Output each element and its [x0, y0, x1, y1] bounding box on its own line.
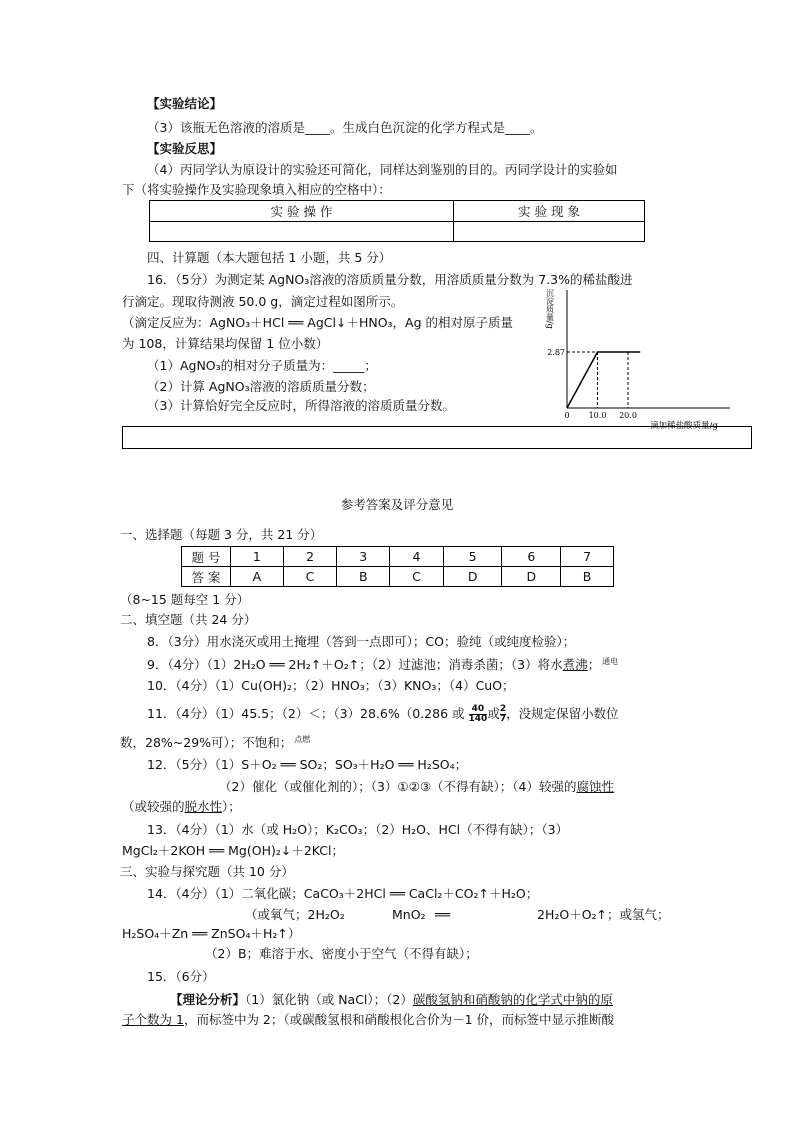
y-axis-label: 沉淀质量/g: [545, 289, 555, 329]
header-operation: 实 验 操 作: [150, 201, 454, 222]
underlined: 碳酸氢钠和硝酸钠的化学式中钠的原: [412, 992, 613, 1007]
answer-table: [181, 546, 614, 587]
cell-answer: D: [502, 567, 561, 587]
underlined: 子个数为 1: [122, 1012, 184, 1027]
answer-box[interactable]: [122, 426, 752, 449]
cell-answer: B: [337, 567, 390, 587]
cell-number: 1: [231, 547, 284, 567]
underlined: 脱水性: [184, 799, 223, 814]
answer-12-text: （2）催化（或催化剂的）；（3）①②③（不得有缺）；（4）较强的: [219, 779, 577, 794]
condition-catalyst: MnO₂: [392, 907, 426, 922]
question-16-line4: 为 108，计算结果均保留 1 位小数）: [122, 336, 329, 351]
answer-9-end: ；: [587, 657, 601, 672]
section-3-heading: 三、实验与探究题（共 10 分）: [120, 864, 294, 879]
section-2-heading: 二、填空题（共 24 分）: [120, 612, 257, 627]
row-label-answer: 答 案: [182, 567, 231, 587]
answer-11-cont: [120, 735, 310, 751]
answer-15: 15．（6分）: [147, 969, 215, 984]
answer-12-underlined: 腐蚀性: [576, 779, 614, 794]
cell-answer: A: [231, 567, 284, 587]
answer-15-analysis: [170, 992, 613, 1008]
experiment-table: [149, 200, 645, 242]
x-axis-label: 滴加稀盐酸质量/g: [650, 421, 718, 430]
answer-9: [147, 657, 618, 673]
row-label-number: 题 号: [182, 547, 231, 567]
answer-title: 参考答案及评分意见: [340, 497, 454, 512]
question-16-line1: 16．（5分）为测定某 AgNO₃溶液的溶质质量分数，用溶质质量分数为 7.3%的稀盐酸进: [147, 272, 633, 287]
cell-operation[interactable]: [150, 222, 454, 242]
answer-14-equals: ══: [435, 907, 451, 922]
question-4-line1: （4）丙同学认为原设计的实验还可简化，同样达到鉴别的目的。丙同学设计的实验如: [147, 162, 618, 177]
header-phenomenon: 实 验 现 象: [454, 201, 645, 222]
section-1-heading: 一、选择题（每题 3 分，共 21 分）: [120, 527, 323, 542]
x-tick-label: 20.0: [619, 411, 637, 420]
heading-reflection: 【实验反思】: [147, 141, 223, 156]
answer-14-part2: （2）B；难溶于水、密度小于空气（不得有缺）；: [205, 946, 478, 961]
fraction-40-140: [469, 705, 488, 724]
cell-answer: C: [390, 567, 444, 587]
answer-11-text: 11．（4分）（1）45.5；（2）＜；（3）28.6%（0.286 或: [147, 706, 465, 721]
answer-12-part2: [219, 779, 614, 795]
answer-14-alt: （或氧气；2H₂O₂: [245, 907, 345, 922]
question-4-line2: 下（将实验操作及实验现象填入相应的空格中）：: [122, 182, 391, 197]
answer-12-cont: [122, 799, 241, 815]
cell-phenomenon[interactable]: [454, 222, 645, 242]
answer-15-cont: [122, 1012, 614, 1028]
question-16-part3: （3）计算恰好完全反应时，所得溶液的溶质质量分数。: [147, 398, 455, 413]
question-3: （3）该瓶无色溶液的溶质是____。生成白色沉淀的化学方程式是____。: [147, 120, 543, 135]
scoring-note: （8~15 题每空 1 分）: [120, 592, 250, 607]
cell-answer: D: [443, 567, 502, 587]
text: （或较强的: [122, 799, 185, 814]
cell-number: 6: [502, 547, 561, 567]
heading-analysis: 【理论分析】: [170, 992, 246, 1007]
series-line: [567, 352, 640, 408]
answer-14-alt-end: 2H₂O＋O₂↑；或氢气；: [537, 907, 670, 922]
cell-number: 3: [337, 547, 390, 567]
heading-conclusion: 【实验结论】: [147, 96, 223, 111]
answer-14-cont: H₂SO₄＋Zn ══ ZnSO₄＋H₂↑）: [122, 926, 301, 941]
text: （1）氯化钠（或 NaCl）；（2）: [245, 992, 413, 1007]
answer-13: 13．（4分）（1）水（或 H₂O）；K₂CO₃；（2）H₂O、HCl（不得有缺）；（3）: [147, 822, 569, 837]
fraction-denominator: 140: [468, 714, 488, 724]
answer-9-underlined: 煮沸: [562, 657, 588, 672]
cell-number: 5: [443, 547, 502, 567]
answer-11-cont-text: 数，28%~29%可）；不饱和；: [120, 735, 293, 750]
answer-14: 14．（4分）（1）二氧化碳；CaCO₃＋2HCl ══ CaCl₂＋CO₂↑＋H₂O；: [147, 886, 539, 901]
cell-answer: B: [561, 567, 614, 587]
x-tick-label: 10.0: [588, 411, 607, 420]
answer-11-or: 或: [487, 706, 500, 721]
question-16-line3: （滴定反应为：AgNO₃＋HCl ══ AgCl↓＋HNO₃，Ag 的相对原子质量: [122, 315, 514, 330]
question-16-part1: （1）AgNO₃的相对分子质量为：_____；: [147, 358, 377, 373]
answer-12: 12．（5分）（1）S＋O₂ ══ SO₂；SO₃＋H₂O ══ H₂SO₄；: [147, 757, 468, 772]
condition-electrolysis: 通电: [602, 656, 619, 666]
text: ，而标签中为 2；（或碳酸氢根和硝酸根化合价为－1 价，而标签中显示推断酸: [183, 1012, 615, 1027]
fraction-numerator: 2: [499, 704, 507, 714]
section-4-heading: 四、计算题（本大题包括 1 小题，共 5 分）: [147, 250, 392, 265]
answer-10: 10．（4分）（1）Cu(OH)₂；（2）HNO₃；（3）KNO₃；（4）CuO；: [147, 678, 515, 693]
cell-number: 2: [283, 547, 337, 567]
cell-number: 4: [390, 547, 444, 567]
fraction-denominator: 7: [499, 714, 507, 724]
question-16-part2: （2）计算 AgNO₃溶液的溶质质量分数；: [147, 379, 375, 394]
answer-9-text: 9．（4分）（1）2H₂O ══ 2H₂↑＋O₂↑；（2）过滤池；消毒杀菌；（3）将水: [147, 657, 563, 672]
answer-8: 8．（3分）用水浇灭或用土掩埋（答到一点即可）；CO；验纯（或纯度检验）；: [147, 634, 576, 649]
condition-ignite: 点燃: [294, 734, 311, 744]
answer-13-cont: MgCl₂＋2KOH ══ Mg(OH)₂↓＋2KCl；: [122, 843, 344, 858]
answer-11: [147, 705, 619, 724]
fraction-numerator: 40: [469, 705, 488, 715]
cell-answer: C: [283, 567, 337, 587]
text: ）；: [222, 799, 241, 814]
y-tick-label: 2.87: [547, 348, 565, 357]
titration-chart: [540, 285, 735, 430]
x-tick-label: 0: [564, 411, 570, 420]
question-16-line2: 行滴定。现取待测液 50.0 g，滴定过程如图所示。: [122, 294, 404, 309]
cell-number: 7: [561, 547, 614, 567]
answer-11-text-end: ，没规定保留小数位: [506, 706, 619, 721]
